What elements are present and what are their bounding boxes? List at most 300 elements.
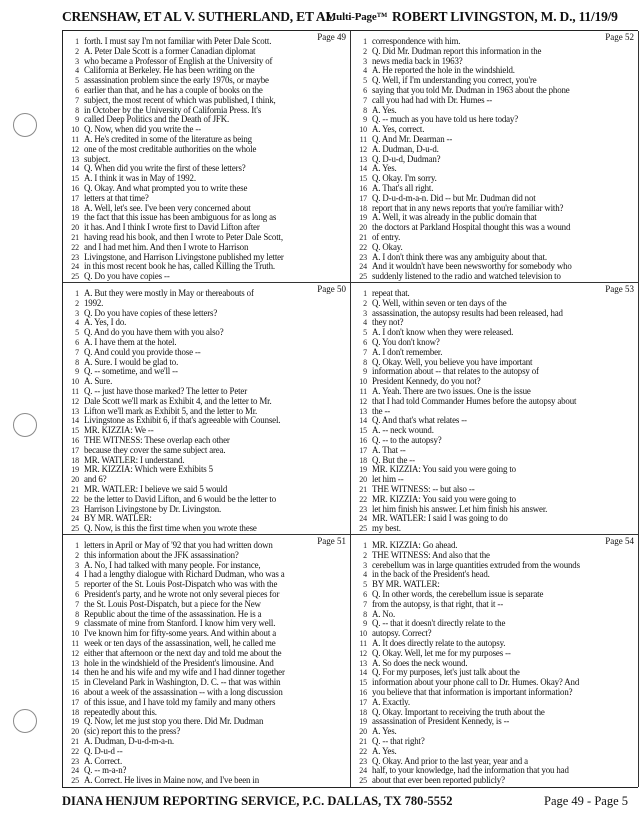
line-text: A. Correct. He lives in Maine now, and I've been in: [84, 776, 260, 786]
line-text: A. Yes.: [372, 746, 397, 756]
line-number: 25: [359, 272, 367, 282]
line-number: 7: [75, 95, 79, 105]
line-number: 24: [359, 514, 367, 524]
transcript-page: [63, 283, 351, 535]
line-number: 19: [359, 717, 367, 727]
line-number: 23: [359, 756, 367, 766]
line-number: 19: [71, 717, 79, 727]
transcript-line: [65, 338, 347, 348]
line-text: A. So does the neck wound.: [372, 658, 468, 668]
line-number: 24: [359, 262, 367, 272]
line-text: Q. Okay. Well, you believe you have important: [372, 357, 533, 367]
transcript-line: [65, 668, 347, 678]
line-text: called Deep Politics and the Death of JFK.: [84, 115, 230, 125]
line-text: President Kennedy, do you not?: [372, 377, 481, 387]
transcript-line: [65, 289, 347, 299]
transcript-line: [65, 561, 347, 571]
transcript-line: [65, 233, 347, 243]
line-number: 18: [71, 707, 79, 717]
page-number: Page 52: [605, 32, 634, 42]
line-number: 19: [71, 465, 79, 475]
page-number: Page 51: [317, 536, 346, 546]
line-text: forth. I must say I'm not familiar with Peter Dale Scott.: [84, 37, 272, 46]
page-number: Page 50: [317, 284, 346, 294]
transcript-line: [353, 678, 635, 688]
line-text: THE WITNESS: These overlap each other: [84, 435, 230, 445]
transcript-page: [63, 535, 351, 787]
line-number: 6: [363, 337, 367, 347]
case-caption: CRENSHAW, ET AL V. SUTHERLAND, ET AL: [62, 9, 335, 24]
line-text: half, to your knowledge, had the information that you had: [372, 766, 569, 776]
line-text: Q. In other words, the cerebellum issue is separate: [372, 589, 544, 599]
line-text: because they cover the same subject area.: [84, 445, 226, 455]
line-text: 1992.: [84, 298, 104, 308]
line-text: Q. -- that right?: [372, 736, 425, 746]
transcript-line: [353, 358, 635, 368]
transcript-line: [353, 66, 635, 76]
line-text: let him finish his answer. Let him finish his answer.: [372, 504, 548, 514]
line-text: A. Yes.: [372, 727, 397, 737]
line-text: MR. KIZZIA: We --: [84, 426, 154, 436]
line-number: 12: [359, 396, 367, 406]
line-text: be the letter to David Lifton, and 6 would be the letter to: [84, 494, 277, 504]
line-text: Q. Okay. And what prompted you to write these: [84, 183, 248, 193]
line-text: hole in the windshield of the President's limousine. And: [84, 658, 274, 668]
line-text: Republic about the time of the assassination. He is a: [84, 609, 262, 619]
line-number: 13: [71, 406, 79, 416]
transcript-line: [65, 106, 347, 116]
line-number: 23: [71, 504, 79, 514]
line-text: one of the most creditable authorities on the whole: [84, 144, 257, 154]
line-number: 25: [71, 272, 79, 282]
line-text: Q. -- much as you have told us here today?: [372, 115, 519, 125]
transcript-line: [65, 590, 347, 600]
line-text: MR. KIZZIA: You said you were going to: [372, 494, 516, 504]
line-text: who became a Professor of English at the University of: [84, 56, 273, 66]
transcript-line: [353, 377, 635, 387]
line-text: A. Dudman, D-u-d-m-a-n.: [84, 736, 174, 746]
line-number: 19: [359, 213, 367, 223]
transcript-line: [65, 688, 347, 698]
page-lines: [353, 541, 635, 787]
line-number: 11: [359, 386, 367, 396]
transcript-line: [65, 377, 347, 387]
page-lines: [353, 289, 635, 534]
line-text: A. Well, it was already in the public domain that: [372, 213, 537, 223]
transcript-line: [353, 96, 635, 106]
line-text: repeatedly about this.: [84, 707, 157, 717]
line-text: call you had had with Dr. Humes --: [372, 95, 493, 105]
transcript-line: [353, 289, 635, 299]
transcript-line: [353, 610, 635, 620]
transcript-line: [353, 233, 635, 243]
transcript-line: [65, 698, 347, 708]
line-number: 13: [359, 658, 367, 668]
line-text: either that afternoon or the next day and told me about the: [84, 648, 282, 658]
line-text: report that in any news reports that you're familiar with?: [372, 203, 564, 213]
line-text: MR. WATLER: I believe we said 5 would: [84, 484, 228, 494]
transcript-line: [353, 397, 635, 407]
transcript-line: [353, 446, 635, 456]
line-number: 25: [71, 776, 79, 786]
line-text: BY MR. WATLER:: [372, 580, 440, 590]
line-text: A. But they were mostly in May or thereabouts of: [84, 289, 254, 298]
line-number: 12: [71, 144, 79, 154]
line-text: MR. KIZZIA: You said you were going to: [372, 465, 516, 475]
transcript-line: [65, 174, 347, 184]
transcript-line: [65, 514, 347, 524]
transcript-line: [353, 668, 635, 678]
transcript-line: [65, 629, 347, 639]
line-text: Q. Now, when did you write the --: [84, 125, 201, 135]
transcript-line: [353, 426, 635, 436]
line-number: 6: [363, 85, 367, 95]
line-number: 17: [71, 697, 79, 707]
line-text: then he and his wife and my wife and I had dinner together: [84, 668, 285, 678]
line-number: 21: [359, 232, 367, 242]
line-number: 6: [363, 589, 367, 599]
line-text: Livingstone as Exhibit 6, if that's agreeable with Counsel.: [84, 416, 281, 426]
transcript-line: [353, 204, 635, 214]
line-number: 15: [359, 174, 367, 184]
transcript-line: [353, 456, 635, 466]
page-header: [62, 3, 638, 29]
line-text: A. Well, let's see. I've been very concerned about: [84, 203, 251, 213]
line-text: Q. -- just have those marked? The letter to Peter: [84, 386, 248, 396]
binder-hole-bottom: [13, 709, 37, 733]
line-number: 15: [359, 678, 367, 688]
transcript-line: [353, 309, 635, 319]
line-number: 3: [363, 560, 367, 570]
transcript-line: [65, 115, 347, 125]
line-number: 14: [359, 668, 367, 678]
transcript-line: [353, 86, 635, 96]
transcript-line: [65, 495, 347, 505]
line-number: 21: [71, 484, 79, 494]
page-number: Page 53: [605, 284, 634, 294]
transcript-line: [353, 708, 635, 718]
line-text: Q. Okay. Important to receiving the truth about the: [372, 707, 545, 717]
transcript-line: [353, 747, 635, 757]
line-number: 16: [359, 435, 367, 445]
line-number: 1: [363, 37, 367, 46]
line-number: 4: [363, 318, 367, 328]
transcript-line: [353, 57, 635, 67]
transcript-line: [353, 115, 635, 125]
transcript-line: [353, 485, 635, 495]
transcript-line: [65, 223, 347, 233]
line-number: 13: [71, 154, 79, 164]
line-text: A. He reported the hole in the windshield.: [372, 66, 515, 76]
line-number: 18: [71, 203, 79, 213]
line-number: 20: [71, 223, 79, 233]
transcript-line: [65, 358, 347, 368]
transcript-line: [65, 678, 347, 688]
transcript-line: [65, 155, 347, 165]
transcript-line: [353, 272, 635, 282]
line-text: from the autopsy, is that right, that it --: [372, 599, 504, 609]
line-number: 21: [71, 736, 79, 746]
transcript-line: [65, 397, 347, 407]
line-text: Q. And Mr. Dearman --: [372, 134, 453, 144]
transcript-line: [65, 204, 347, 214]
transcript-line: [65, 96, 347, 106]
transcript-line: [353, 338, 635, 348]
transcript-line: [65, 619, 347, 629]
line-text: A. It does directly relate to the autopsy.: [372, 638, 506, 648]
line-text: MR. WATLER: I said I was going to do: [372, 514, 508, 524]
line-number: 22: [359, 242, 367, 252]
line-text: MR. WATLER: I understand.: [84, 455, 185, 465]
line-number: 24: [71, 766, 79, 776]
transcript-line: [353, 47, 635, 57]
transcript-line: [353, 348, 635, 358]
multi-page-mark: Multi-Page™: [326, 11, 388, 23]
line-number: 21: [359, 484, 367, 494]
line-number: 22: [359, 494, 367, 504]
transcript-line: [65, 348, 347, 358]
line-text: the fact that this issue has been ambiguous for as long as: [84, 213, 277, 223]
transcript-line: [353, 727, 635, 737]
line-number: 11: [359, 134, 367, 144]
line-number: 14: [71, 416, 79, 426]
line-number: 23: [71, 252, 79, 262]
line-text: President's party, and he wrote not only several pieces for: [84, 589, 280, 599]
line-text: and 6?: [84, 475, 107, 485]
line-number: 15: [71, 174, 79, 184]
line-number: 5: [363, 328, 367, 338]
transcript-line: [65, 37, 347, 47]
transcript-line: [65, 659, 347, 669]
line-text: MR. KIZZIA: Go ahead.: [372, 541, 458, 550]
transcript-line: [353, 590, 635, 600]
transcript-line: [353, 475, 635, 485]
line-number: 5: [75, 76, 79, 86]
line-number: 17: [71, 445, 79, 455]
line-number: 22: [71, 242, 79, 252]
line-text: in the back of the President's head.: [372, 570, 490, 580]
line-text: Q. -- to the autopsy?: [372, 435, 442, 445]
line-text: autopsy. Correct?: [372, 629, 432, 639]
line-text: A. That's all right.: [372, 183, 434, 193]
line-text: it has. And I think I wrote first to David Lifton after: [84, 223, 260, 233]
line-number: 14: [71, 668, 79, 678]
line-number: 7: [75, 599, 79, 609]
line-number: 12: [71, 396, 79, 406]
line-number: 3: [363, 56, 367, 66]
line-text: (sic) report this to the press?: [84, 727, 181, 737]
line-number: 16: [71, 183, 79, 193]
line-number: 16: [359, 687, 367, 697]
transcript-line: [65, 367, 347, 377]
page-number: Page 49: [317, 32, 346, 42]
line-text: of entry.: [372, 232, 401, 242]
line-text: that I had told Commander Humes before the autopsy about: [372, 396, 577, 406]
line-number: 16: [359, 183, 367, 193]
line-number: 4: [363, 570, 367, 580]
transcript-line: [65, 505, 347, 515]
line-number: 14: [359, 416, 367, 426]
line-text: A. Yes.: [372, 164, 397, 174]
line-text: Q. You don't know?: [372, 337, 440, 347]
line-number: 3: [75, 56, 79, 66]
line-text: Q. And do you have them with you also?: [84, 328, 224, 338]
line-text: let him --: [372, 475, 404, 485]
page-lines: [353, 37, 635, 282]
transcript-line: [65, 485, 347, 495]
line-text: A. Exactly.: [372, 697, 410, 707]
transcript-line: [353, 145, 635, 155]
line-text: A. Yeah. There are two issues. One is the issue: [372, 386, 531, 396]
line-number: 20: [359, 727, 367, 737]
page-range: Page 49 - Page 5: [544, 794, 629, 808]
line-number: 7: [363, 599, 367, 609]
transcript-line: [65, 145, 347, 155]
transcript-line: [353, 155, 635, 165]
transcript-line: [65, 416, 347, 426]
line-number: 20: [71, 475, 79, 485]
transcript-line: [353, 570, 635, 580]
transcript-line: [65, 243, 347, 253]
line-text: A. -- neck wound.: [372, 426, 434, 436]
line-text: Q. Now, is this the first time when you wrote these: [84, 524, 257, 534]
page-lines: [65, 37, 347, 282]
line-text: subject, the most recent of which was published, I think,: [84, 95, 276, 105]
line-number: 1: [75, 541, 79, 550]
line-text: BY MR. WATLER:: [84, 514, 152, 524]
line-text: Q. Well, within seven or ten days of the: [372, 298, 507, 308]
transcript-line: [353, 367, 635, 377]
line-number: 8: [75, 357, 79, 367]
line-number: 5: [75, 580, 79, 590]
line-text: A. No.: [372, 609, 396, 619]
line-text: Q. -- that it doesn't directly relate to the: [372, 619, 506, 629]
line-number: 9: [363, 115, 367, 125]
line-number: 1: [363, 541, 367, 550]
transcript-page: [351, 535, 639, 787]
transcript-line: [65, 456, 347, 466]
line-text: letters in April or May of '92 that you had written down: [84, 541, 273, 550]
line-text: and I had met him. And then I wrote to Harrison: [84, 242, 249, 252]
line-number: 8: [363, 105, 367, 115]
line-number: 9: [363, 367, 367, 377]
transcript-line: [353, 688, 635, 698]
line-text: Dale Scott we'll mark as Exhibit 4, and the letter to Mr.: [84, 396, 272, 406]
transcript-line: [353, 495, 635, 505]
line-text: A. Yes.: [372, 105, 397, 115]
line-number: 13: [71, 658, 79, 668]
reporting-service: DIANA HENJUM REPORTING SERVICE, P.C. DALLAS, TX 780-5552: [62, 794, 453, 808]
line-number: 11: [71, 134, 79, 144]
line-text: in this most recent book he has, called Killing the Truth.: [84, 262, 275, 272]
line-text: Q. Do you have copies of these letters?: [84, 308, 218, 318]
transcript-grid: [62, 30, 638, 788]
line-text: of this issue, and I have told my family and many others: [84, 697, 276, 707]
line-number: 11: [71, 638, 79, 648]
line-text: A. No, I had talked with many people. For instance,: [84, 560, 261, 570]
line-number: 4: [75, 318, 79, 328]
transcript-line: [65, 184, 347, 194]
line-number: 17: [359, 697, 367, 707]
line-number: 19: [359, 465, 367, 475]
line-text: information about -- that relates to the autopsy of: [372, 367, 539, 377]
line-number: 10: [71, 377, 79, 387]
line-number: 15: [359, 426, 367, 436]
line-text: cerebellum was in large quantities extruded from the wounds: [372, 560, 580, 570]
line-number: 10: [359, 125, 367, 135]
line-text: THE WITNESS: -- but also --: [372, 484, 475, 494]
line-text: about a week of the assassination -- with a long discussion: [84, 687, 283, 697]
line-text: A. I don't think there was any ambiguity about that.: [372, 252, 547, 262]
line-text: Q. But the --: [372, 455, 415, 465]
line-number: 12: [71, 648, 79, 658]
line-number: 4: [75, 66, 79, 76]
transcript-line: [65, 475, 347, 485]
transcript-line: [65, 757, 347, 767]
transcript-line: [353, 524, 635, 534]
line-number: 12: [359, 144, 367, 154]
transcript-line: [353, 639, 635, 649]
line-number: 10: [71, 125, 79, 135]
line-number: 17: [359, 445, 367, 455]
line-number: 1: [75, 37, 79, 46]
line-number: 20: [71, 727, 79, 737]
line-number: 17: [71, 193, 79, 203]
line-number: 20: [359, 475, 367, 485]
line-number: 2: [363, 298, 367, 308]
line-text: repeat that.: [372, 289, 410, 298]
line-number: 15: [71, 426, 79, 436]
transcript-line: [65, 86, 347, 96]
line-number: 22: [359, 746, 367, 756]
line-number: 5: [363, 76, 367, 86]
line-number: 25: [359, 776, 367, 786]
line-text: Q. -- sometime, and we'll --: [84, 367, 178, 377]
transcript-line: [65, 76, 347, 86]
line-text: Q. Okay. And prior to the last year, year and a: [372, 756, 528, 766]
binder-hole-top: [13, 113, 37, 137]
transcript-line: [65, 708, 347, 718]
line-number: 2: [75, 550, 79, 560]
line-text: A. I think it was in May of 1992.: [84, 174, 196, 184]
line-text: information about your phone call to Dr. Humes. Okay? And: [372, 678, 580, 688]
line-number: 2: [363, 550, 367, 560]
line-text: classmate of mine from Stanford. I know him very well.: [84, 619, 276, 629]
line-text: Q. Okay. I'm sorry.: [372, 174, 437, 184]
line-text: Q. And could you provide those --: [84, 347, 201, 357]
line-text: A. I don't remember.: [372, 347, 443, 357]
line-text: earlier than that, and he has a couple of books on the: [84, 85, 263, 95]
transcript-line: [65, 262, 347, 272]
transcript-line: [65, 600, 347, 610]
transcript-line: [353, 580, 635, 590]
line-text: Q. Well, if I'm understanding you correct, you're: [372, 76, 537, 86]
line-text: saying that you told Mr. Dudman in 1963 about the phone: [372, 85, 570, 95]
transcript-line: [353, 659, 635, 669]
line-number: 5: [75, 328, 79, 338]
line-number: 8: [75, 609, 79, 619]
line-number: 21: [71, 232, 79, 242]
line-text: A. I don't know when they were released.: [372, 328, 514, 338]
transcript-line: [353, 717, 635, 727]
transcript-line: [65, 135, 347, 145]
line-number: 7: [363, 347, 367, 357]
line-number: 10: [359, 377, 367, 387]
transcript-line: [65, 164, 347, 174]
line-number: 13: [359, 406, 367, 416]
line-text: Q. When did you write the first of these letters?: [84, 164, 246, 174]
line-text: letters at that time?: [84, 193, 149, 203]
